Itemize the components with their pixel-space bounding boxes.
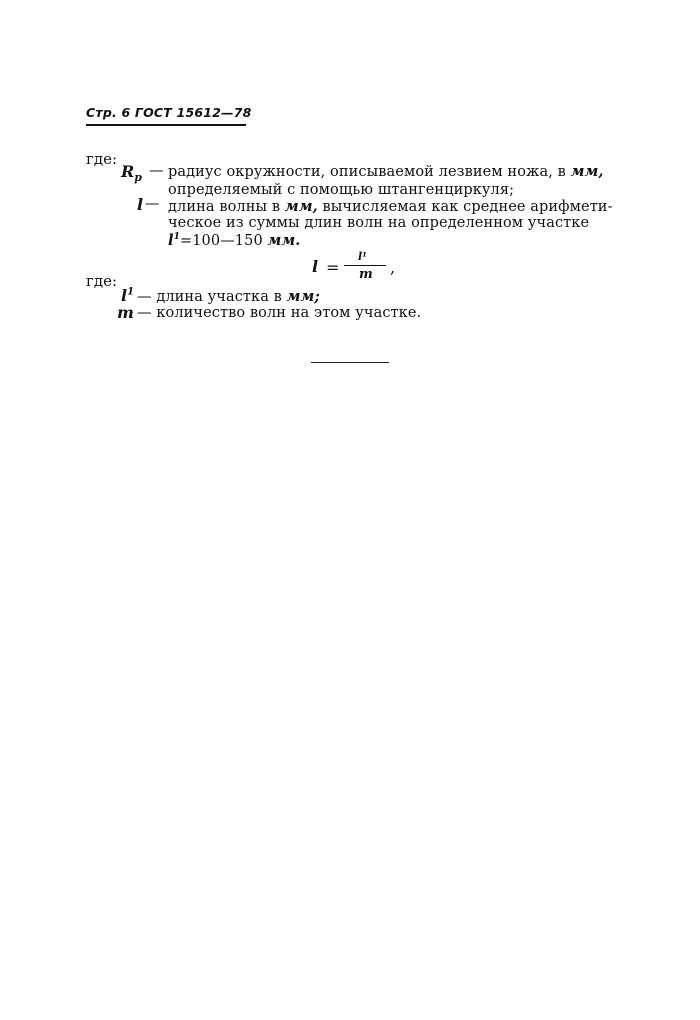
where-label-2: где: xyxy=(86,272,118,290)
l-dash: — xyxy=(145,196,160,212)
wave-length-formula xyxy=(312,250,432,286)
formula-lhs: l xyxy=(312,257,319,276)
formula-fraction-bar xyxy=(344,265,386,266)
symbol-rp: $R_p$ xyxy=(121,162,142,185)
rp-definition-line-1: радиус окружности, описываемой лезвием ножа, в мм, xyxy=(168,163,604,180)
m-definition: — количество волн на этом участке. xyxy=(137,305,422,321)
l-definition-line-3: $l^1=100—150$ мм. xyxy=(168,232,301,249)
l-definition-line-2: ческое из суммы длин волн на определенном участке xyxy=(168,215,590,231)
end-rule xyxy=(311,362,389,363)
l-definition-line-1: длина волны в мм, вычисляемая как среднее арифмети- xyxy=(168,198,613,215)
rp-dash: — xyxy=(149,163,164,179)
symbol-l1: $l^1$ xyxy=(121,286,135,305)
rp-definition-line-2: определяемый с помощью штангенциркуля; xyxy=(168,182,515,198)
header-rule xyxy=(86,124,246,126)
page-header: Стр. 6 ГОСТ 15612—78 xyxy=(86,105,252,120)
formula-equals: = xyxy=(326,258,340,277)
l1-definition: — длина участка в мм; xyxy=(137,288,320,305)
formula-numerator: l¹ xyxy=(358,250,367,263)
symbol-l: l xyxy=(137,195,144,214)
symbol-m: m xyxy=(117,303,134,322)
formula-denominator: m xyxy=(359,267,373,282)
formula-comma: , xyxy=(390,258,396,277)
where-label-1: где: xyxy=(86,150,118,168)
